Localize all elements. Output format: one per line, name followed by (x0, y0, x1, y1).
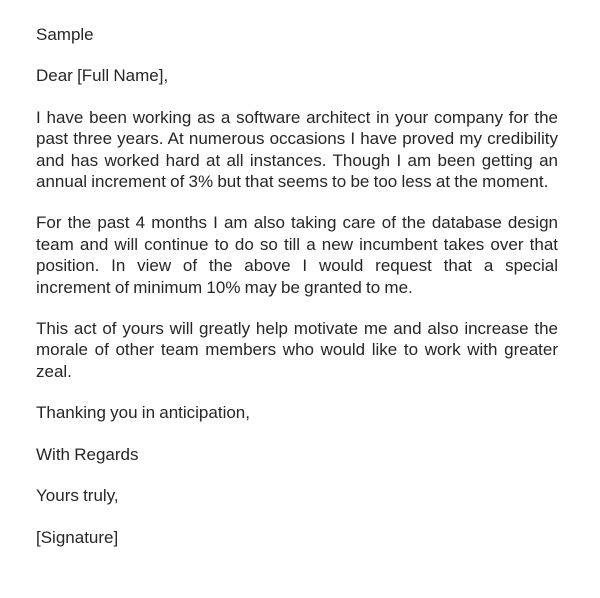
closing-thanks: Thanking you in anticipation, (36, 403, 250, 423)
paragraph-3 (36, 318, 558, 382)
paragraph-line: I have been working as a software architect in your company for the (36, 107, 558, 127)
paragraph-line: team and will continue to do so till a new incumbent takes over that (36, 234, 558, 254)
closing-regards: With Regards (36, 444, 139, 464)
closing-yours-truly: Yours truly, (36, 486, 119, 506)
paragraph-line: increment of minimum 10% may be granted to me. (36, 277, 413, 297)
salutation: Dear [Full Name], (36, 66, 169, 86)
paragraph-line: position. In view of the above I would request that a special (36, 256, 558, 276)
paragraph-line: morale of other team members who would like to work with greater (36, 340, 558, 360)
paragraph-line: For the past 4 months I am also taking care of the database design (36, 213, 558, 233)
signature-placeholder: [Signature] (36, 527, 119, 547)
letter-label: Sample (36, 25, 94, 44)
paragraph-2 (36, 212, 558, 298)
paragraph-1 (36, 107, 558, 193)
paragraph-line: annual increment of 3% but that seems to be too less at the moment. (36, 172, 549, 192)
paragraph-line: past three years. At numerous occasions I have proved my credibility (36, 129, 558, 149)
paragraph-line: and has worked hard at all instances. Though I am been getting an (36, 150, 558, 170)
paragraph-line: This act of yours will greatly help motivate me and also increase the (36, 319, 558, 339)
paragraph-line: zeal. (36, 361, 72, 381)
